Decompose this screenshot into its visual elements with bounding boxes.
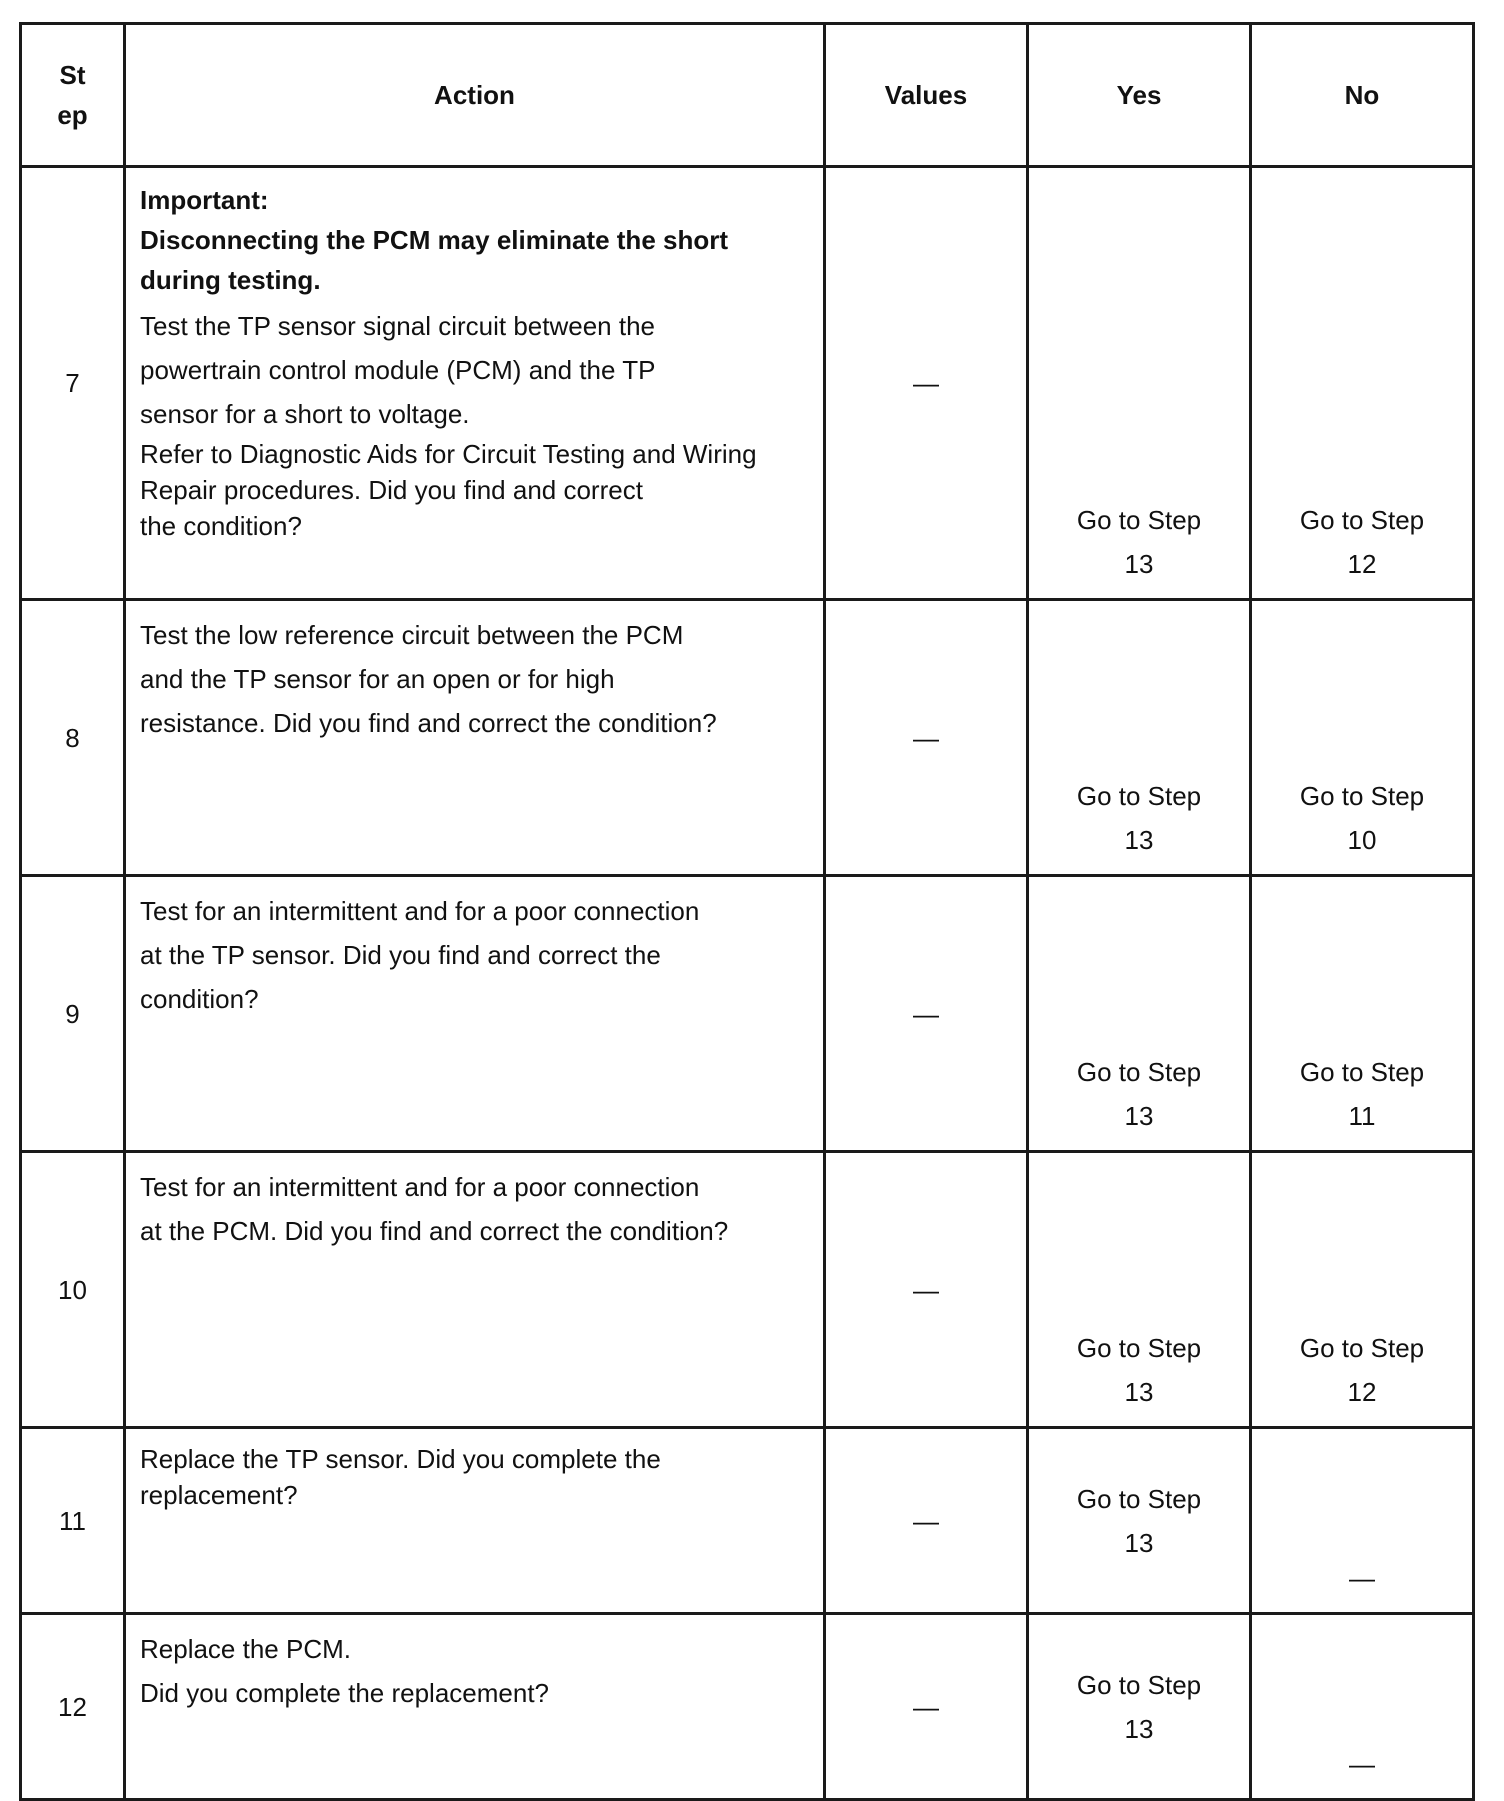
action-cell	[125, 600, 825, 876]
no-cell	[1251, 876, 1474, 1152]
action-cell	[125, 1614, 825, 1800]
no-goto-label: Go to Step	[1299, 1057, 1425, 1087]
action-line: Test for an intermittent and for a poor connection	[140, 896, 700, 926]
action-line: powertrain control module (PCM) and the TP	[140, 355, 656, 385]
no-goto-label: Go to Step	[1299, 1333, 1425, 1363]
yes-cell	[1028, 167, 1251, 600]
no-cell: —	[1251, 1428, 1474, 1614]
step-number: 10	[21, 1152, 125, 1428]
action-line: the condition?	[140, 511, 302, 541]
step-number: 12	[21, 1614, 125, 1800]
action-line: Repair procedures. Did you find and correct	[140, 475, 643, 505]
action-line: Replace the TP sensor. Did you complete the	[140, 1444, 661, 1474]
yes-cell	[1028, 1428, 1251, 1614]
yes-goto-label: Go to Step	[1076, 1057, 1202, 1087]
action-line: Did you complete the replacement?	[140, 1678, 550, 1708]
action-line: at the TP sensor. Did you find and correct the	[140, 940, 661, 970]
step-number: 7	[21, 167, 125, 600]
no-goto-step: 12	[1347, 1377, 1377, 1407]
yes-goto-label: Go to Step	[1076, 1483, 1202, 1514]
table-row	[21, 876, 1474, 1152]
action-line: condition?	[140, 984, 259, 1014]
action-line: at the PCM. Did you find and correct the condition?	[140, 1216, 729, 1246]
no-goto-label: Go to Step	[1299, 505, 1425, 535]
no-goto-step: 12	[1347, 549, 1377, 579]
yes-goto-label: Go to Step	[1076, 505, 1202, 535]
header-action: Action	[125, 24, 825, 167]
no-cell	[1251, 1152, 1474, 1428]
header-no: No	[1251, 24, 1474, 167]
table-row	[21, 1152, 1474, 1428]
values-cell: —	[825, 1428, 1028, 1614]
action-line: Refer to Diagnostic Aids for Circuit Testing and Wiring	[140, 439, 757, 469]
table-row	[21, 167, 1474, 600]
yes-goto-step: 13	[1124, 1101, 1154, 1131]
yes-goto-label: Go to Step	[1076, 1669, 1202, 1700]
values-cell: —	[825, 876, 1028, 1152]
values-cell: —	[825, 600, 1028, 876]
table-row	[21, 1614, 1474, 1800]
yes-goto-label: Go to Step	[1076, 781, 1202, 811]
no-cell	[1251, 167, 1474, 600]
table-row	[21, 600, 1474, 876]
yes-goto-step: 13	[1124, 1377, 1154, 1407]
action-cell	[125, 167, 825, 600]
step-number: 8	[21, 600, 125, 876]
action-line: Test for an intermittent and for a poor connection	[140, 1172, 700, 1202]
important-note	[140, 180, 793, 300]
header-step	[21, 24, 125, 167]
yes-cell	[1028, 876, 1251, 1152]
step-number: 11	[21, 1428, 125, 1614]
action-cell	[125, 876, 825, 1152]
action-line: sensor for a short to voltage.	[140, 399, 470, 429]
yes-goto-step: 13	[1124, 1713, 1154, 1744]
values-cell: —	[825, 1614, 1028, 1800]
action-line: replacement?	[140, 1480, 298, 1510]
action-line: Test the low reference circuit between the PCM	[140, 620, 684, 650]
header-yes: Yes	[1028, 24, 1251, 167]
yes-cell	[1028, 1152, 1251, 1428]
step-number: 9	[21, 876, 125, 1152]
yes-goto-step: 13	[1124, 549, 1154, 579]
yes-cell	[1028, 600, 1251, 876]
action-cell	[125, 1152, 825, 1428]
header-row	[21, 24, 1474, 167]
yes-goto-step: 13	[1124, 1527, 1154, 1558]
action-line: Replace the PCM.	[140, 1634, 351, 1664]
no-cell	[1251, 600, 1474, 876]
yes-goto-step: 13	[1124, 825, 1154, 855]
important-text-line: during testing.	[140, 265, 321, 295]
no-goto-step: 11	[1348, 1101, 1376, 1131]
important-label: Important:	[140, 185, 269, 215]
action-line: and the TP sensor for an open or for high	[140, 664, 615, 694]
no-goto-step: 10	[1347, 825, 1377, 855]
header-values: Values	[825, 24, 1028, 167]
important-text-line: Disconnecting the PCM may eliminate the short	[140, 225, 728, 255]
header-step-line2: ep	[57, 100, 88, 130]
diagnostic-table	[19, 22, 1475, 1801]
values-cell: —	[825, 1152, 1028, 1428]
header-step-line1: St	[59, 60, 86, 90]
action-line: resistance. Did you find and correct the condition?	[140, 708, 717, 738]
table-row	[21, 1428, 1474, 1614]
yes-cell	[1028, 1614, 1251, 1800]
action-cell	[125, 1428, 825, 1614]
no-goto-label: Go to Step	[1299, 781, 1425, 811]
no-cell: —	[1251, 1614, 1474, 1800]
values-cell: —	[825, 167, 1028, 600]
yes-goto-label: Go to Step	[1076, 1333, 1202, 1363]
action-line: Test the TP sensor signal circuit between the	[140, 311, 655, 341]
